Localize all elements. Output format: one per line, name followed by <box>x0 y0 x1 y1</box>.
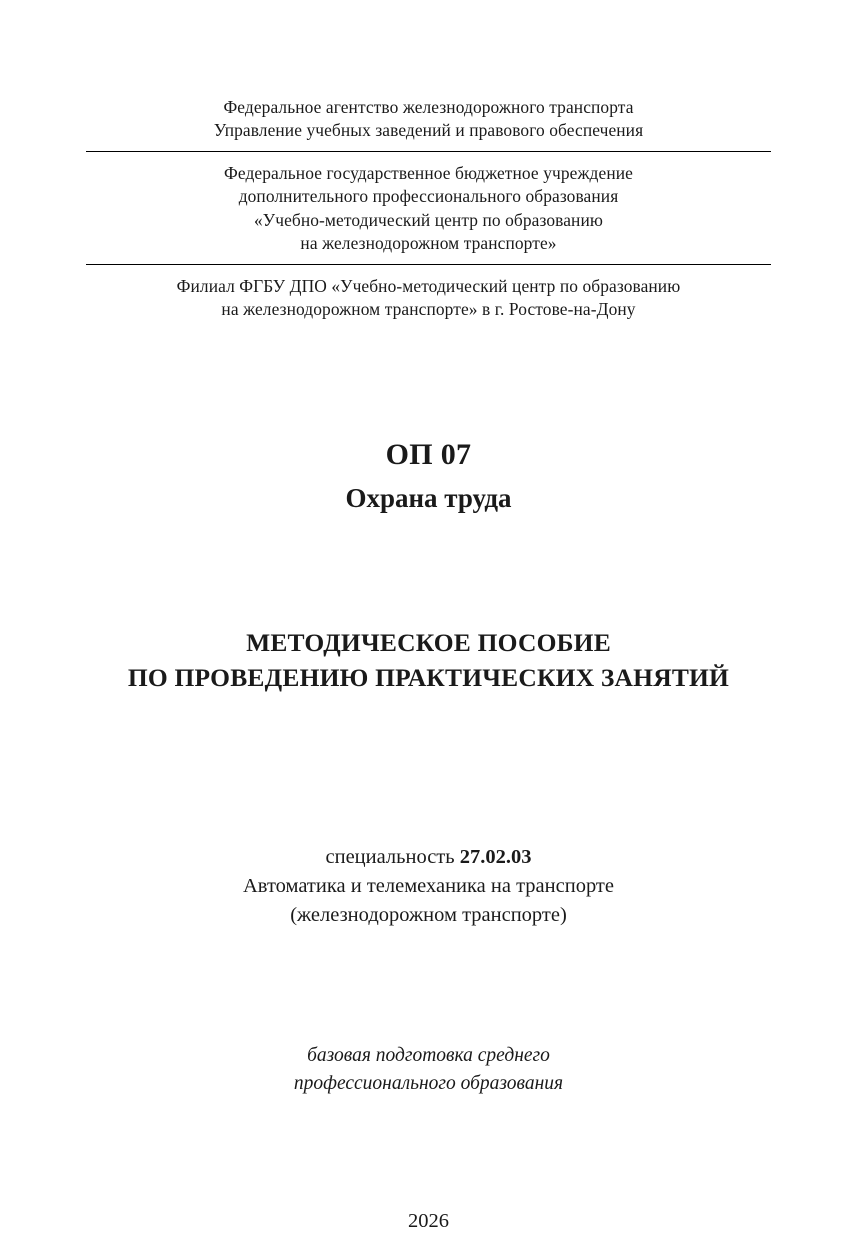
institution-line-3: «Учебно-методический центр по образованию <box>254 209 603 230</box>
education-level-line-2: профессионального образования <box>293 1072 564 1094</box>
document-type-block <box>88 625 769 695</box>
document-type-line-2: ПО ПРОВЕДЕНИЮ ПРАКТИЧЕСКИХ ЗАНЯТИЙ <box>127 662 730 692</box>
specialty-name-line-1: Автоматика и телемеханика на транспорте <box>243 875 614 898</box>
specialty-block <box>88 843 769 930</box>
education-level-line-1: базовая подготовка среднего <box>307 1045 550 1067</box>
agency-line-1: Федеральное агентство железнодорожного транспорта <box>223 97 634 117</box>
agency-line-2: Управление учебных заведений и правового обеспечения <box>213 120 644 141</box>
branch-line-1: Филиал ФГБУ ДПО «Учебно-методический центр по образованию <box>176 275 681 296</box>
institution-header <box>88 92 769 327</box>
specialty-label: специальность <box>325 845 455 868</box>
course-code: ОП 07 <box>385 438 472 472</box>
header-divider-2 <box>86 264 771 265</box>
education-level-block <box>88 1042 769 1097</box>
institution-line-4: на железнодорожном транспорте» <box>300 232 557 253</box>
institution-line-1: Федеральное государственное бюджетное учреждение <box>224 163 633 184</box>
institution-block <box>88 158 769 261</box>
specialty-code: 27.02.03 <box>459 845 532 868</box>
agency-block <box>88 92 769 148</box>
branch-block <box>88 271 769 327</box>
publication-year: 2026 <box>408 1209 449 1232</box>
specialty-code-line <box>88 843 769 872</box>
course-name: Охрана труда <box>345 483 512 514</box>
branch-line-2: на железнодорожном транспорте» в г. Ростове-на-Дону <box>221 298 636 319</box>
institution-line-2: дополнительного профессионального образования <box>238 186 619 207</box>
specialty-name-line-2: (железнодорожном транспорте) <box>290 904 567 927</box>
header-divider-1 <box>86 151 771 152</box>
course-block <box>88 435 769 516</box>
document-type-line-1: МЕТОДИЧЕСКОЕ ПОСОБИЕ <box>246 627 611 657</box>
